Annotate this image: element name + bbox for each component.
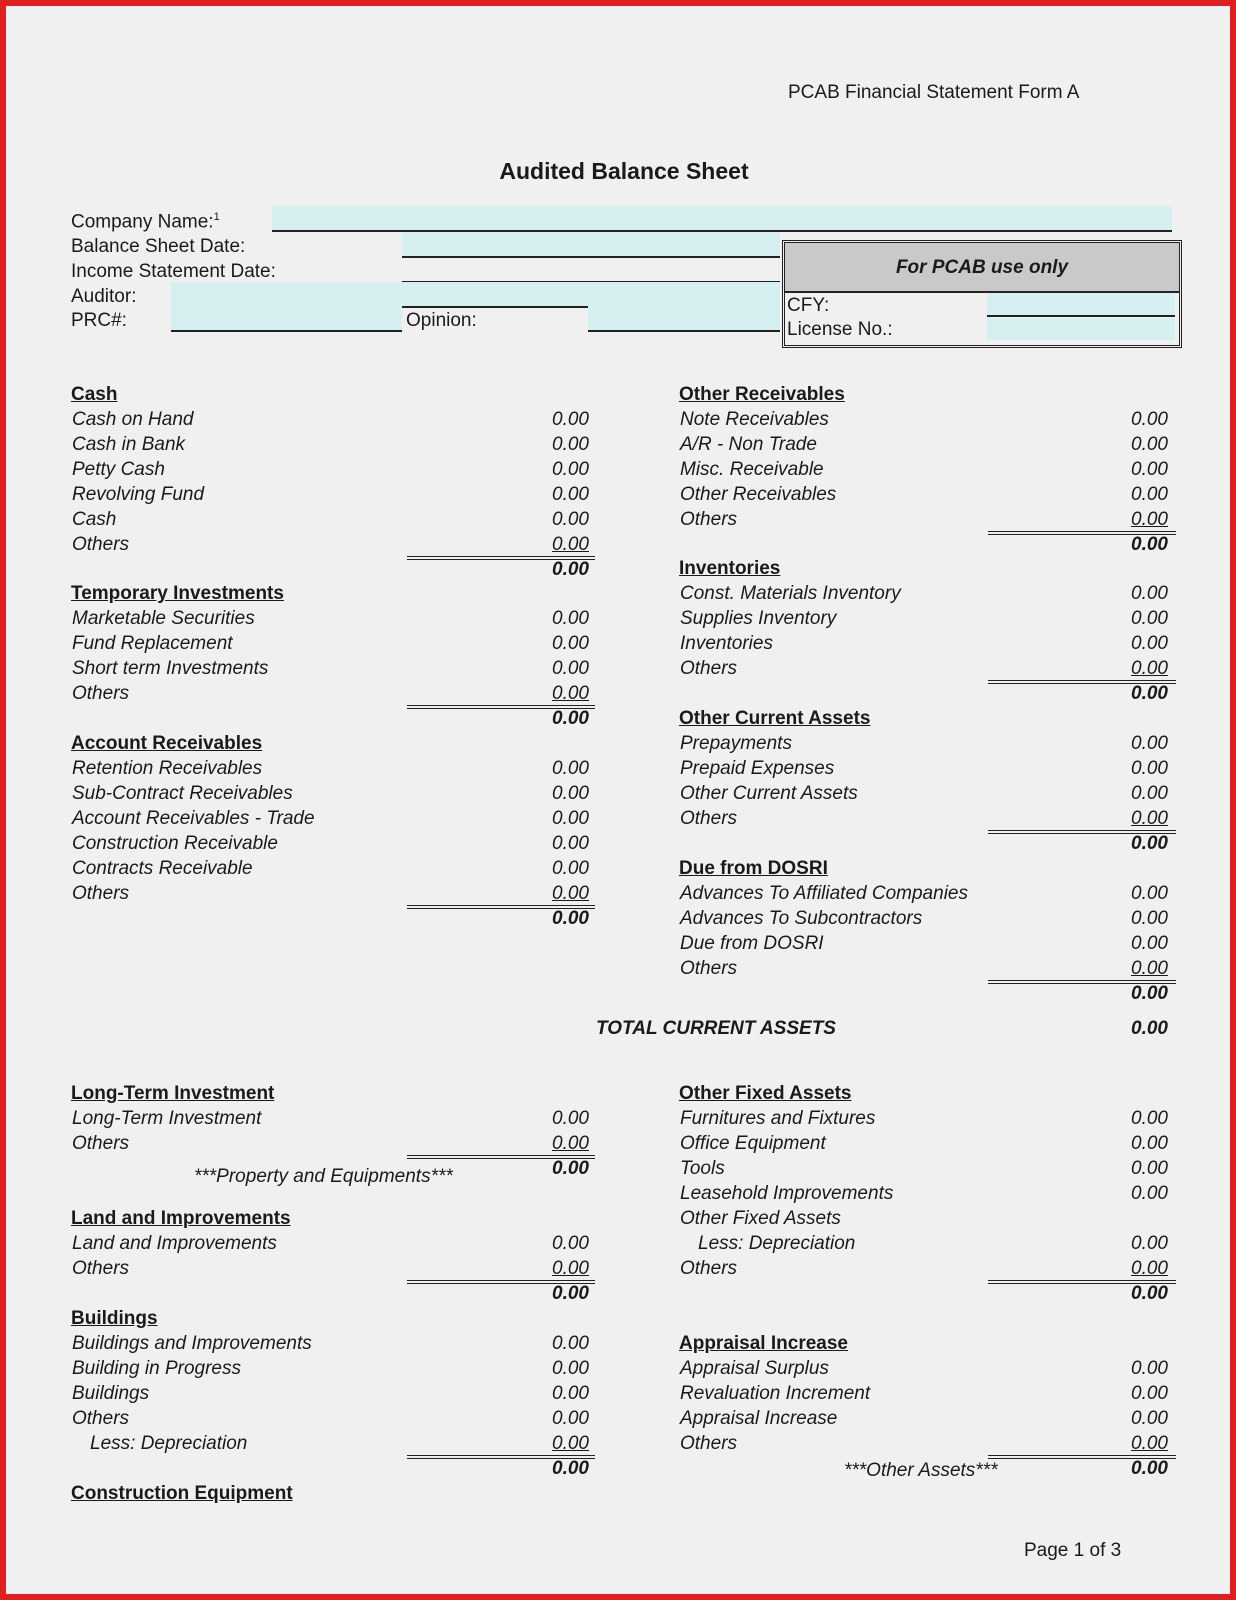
line-item-value[interactable]: 0.00 xyxy=(552,1233,589,1254)
left-section-title: Temporary Investments xyxy=(71,583,284,604)
line-item-label: Revaluation Increment xyxy=(680,1383,871,1404)
line-item-label: Others xyxy=(680,1258,738,1279)
line-item-label: Others xyxy=(72,683,130,704)
line-item-label: Long-Term Investment xyxy=(72,1108,262,1129)
line-item-value[interactable]: 0.00 xyxy=(1131,608,1168,629)
right-section-title: Other Receivables xyxy=(679,384,845,405)
line-item-label: Others xyxy=(72,1258,130,1279)
form-title: PCAB Financial Statement Form A xyxy=(788,82,1080,103)
right-section-title: Other Current Assets xyxy=(679,708,871,729)
line-item-value[interactable]: 0.00 xyxy=(552,633,589,654)
section-subtotal: 0.00 xyxy=(1131,1458,1168,1479)
line-item-label: Construction Receivable xyxy=(72,833,278,854)
income-statement-date-label: Income Statement Date: xyxy=(71,261,276,282)
line-item-label: Retention Receivables xyxy=(72,758,263,779)
section-subtotal: 0.00 xyxy=(552,708,589,729)
pcab-box-title: For PCAB use only xyxy=(785,243,1179,293)
line-item-value[interactable]: 0.00 xyxy=(1131,409,1168,430)
line-item-label: Revolving Fund xyxy=(72,484,205,505)
section-subtotal: 0.00 xyxy=(552,1158,589,1179)
line-item-label: Fund Replacement xyxy=(72,633,233,654)
line-item-label: Other Current Assets xyxy=(680,783,858,804)
line-item-value[interactable]: 0.00 xyxy=(1131,1408,1168,1429)
line-item-label: Others xyxy=(680,958,738,979)
line-item-value[interactable]: 0.00 xyxy=(552,534,589,555)
line-item-value[interactable]: 0.00 xyxy=(1131,1433,1168,1454)
line-item-label: Misc. Receivable xyxy=(680,459,824,480)
line-item-label: Others xyxy=(72,883,130,904)
line-item-label: Cash on Hand xyxy=(72,409,194,430)
pcab-use-box xyxy=(782,240,1182,348)
document-title: Audited Balance Sheet xyxy=(499,158,749,184)
line-item-label: Petty Cash xyxy=(72,459,165,480)
left-section-title: Construction Equipment xyxy=(71,1483,293,1504)
line-item-label: Building in Progress xyxy=(72,1358,241,1379)
line-item-value[interactable]: 0.00 xyxy=(1131,1358,1168,1379)
cfy-label: CFY: xyxy=(787,295,830,316)
section-subtotal: 0.00 xyxy=(1131,534,1168,555)
left-section-title: Cash xyxy=(71,384,118,405)
section-subtotal: 0.00 xyxy=(1131,1283,1168,1304)
line-item-value[interactable]: 0.00 xyxy=(552,1408,589,1429)
line-item-label: Others xyxy=(680,509,738,530)
line-item-label: Sub-Contract Receivables xyxy=(72,783,293,804)
other-assets-note: ***Other Assets*** xyxy=(844,1460,998,1481)
income-statement-date-field[interactable] xyxy=(402,257,780,283)
line-item-value[interactable]: 0.00 xyxy=(552,1258,589,1279)
line-item-value[interactable]: 0.00 xyxy=(552,858,589,879)
line-item-value[interactable]: 0.00 xyxy=(1131,1383,1168,1404)
line-item-value[interactable]: 0.00 xyxy=(552,1433,589,1454)
line-item-label: Appraisal Increase xyxy=(680,1408,838,1429)
line-item-value[interactable]: 0.00 xyxy=(552,833,589,854)
line-item-label: Others xyxy=(680,808,738,829)
line-item-value[interactable]: 0.00 xyxy=(552,459,589,480)
line-item-label: Cash in Bank xyxy=(72,434,186,455)
line-item-value[interactable]: 0.00 xyxy=(552,608,589,629)
right-section-title: Inventories xyxy=(679,558,781,579)
line-item-value[interactable]: 0.00 xyxy=(552,783,589,804)
line-item-label: Note Receivables xyxy=(680,409,829,430)
line-item-value[interactable]: 0.00 xyxy=(1131,808,1168,829)
line-item-value[interactable]: 0.00 xyxy=(1131,484,1168,505)
line-item-value[interactable]: 0.00 xyxy=(552,1358,589,1379)
line-item-label: Others xyxy=(680,658,738,679)
line-item-label: Buildings and Improvements xyxy=(72,1333,312,1354)
line-item-value[interactable]: 0.00 xyxy=(1131,883,1168,904)
line-item-value[interactable]: 0.00 xyxy=(1131,908,1168,929)
company-name-label: Company Name:$^1$ xyxy=(71,211,220,233)
line-item-value[interactable]: 0.00 xyxy=(552,409,589,430)
section-subtotal: 0.00 xyxy=(552,1283,589,1304)
line-item-value[interactable]: 0.00 xyxy=(1131,758,1168,779)
line-item-value[interactable]: 0.00 xyxy=(1131,1108,1168,1129)
line-item-value[interactable]: 0.00 xyxy=(1131,658,1168,679)
line-item-label: Furnitures and Fixtures xyxy=(680,1108,876,1129)
line-item-label: Buildings xyxy=(72,1383,150,1404)
line-item-label: Const. Materials Inventory xyxy=(680,583,901,604)
line-item-value[interactable]: 0.00 xyxy=(552,1133,589,1154)
left-section-title: Land and Improvements xyxy=(71,1208,291,1229)
line-item-label: Short term Investments xyxy=(72,658,269,679)
opinion-field[interactable] xyxy=(588,306,780,332)
line-item-label: Prepayments xyxy=(680,733,792,754)
opinion-label: Opinion: xyxy=(406,310,477,331)
line-item-label: Less: Depreciation xyxy=(698,1233,856,1254)
auditor-field[interactable] xyxy=(171,282,780,308)
line-item-value[interactable]: 0.00 xyxy=(1131,958,1168,979)
section-subtotal: 0.00 xyxy=(552,1458,589,1479)
line-item-value[interactable]: 0.00 xyxy=(552,1383,589,1404)
line-item-label: Other Fixed Assets xyxy=(680,1208,841,1229)
line-item-value[interactable]: 0.00 xyxy=(552,808,589,829)
section-subtotal: 0.00 xyxy=(552,559,589,580)
prc-field[interactable] xyxy=(171,306,402,332)
line-item-value[interactable]: 0.00 xyxy=(552,434,589,455)
line-item-value[interactable]: 0.00 xyxy=(1131,583,1168,604)
line-item-label: Advances To Subcontractors xyxy=(680,908,923,929)
line-item-label: Advances To Affiliated Companies xyxy=(680,883,968,904)
line-item-value[interactable]: 0.00 xyxy=(1131,1183,1168,1204)
section-subtotal: 0.00 xyxy=(1131,983,1168,1004)
line-item-label: Leasehold Improvements xyxy=(680,1183,894,1204)
line-item-label: Other Receivables xyxy=(680,484,837,505)
line-item-value[interactable]: 0.00 xyxy=(1131,1133,1168,1154)
line-item-value[interactable]: 0.00 xyxy=(1131,459,1168,480)
balance-sheet-date-field[interactable] xyxy=(402,232,780,258)
line-item-value[interactable]: 0.00 xyxy=(552,1333,589,1354)
line-item-value[interactable]: 0.00 xyxy=(1131,1158,1168,1179)
right-section-title: Other Fixed Assets xyxy=(679,1083,852,1104)
auditor-label: Auditor: xyxy=(71,286,137,307)
line-item-label: Land and Improvements xyxy=(72,1233,277,1254)
cfy-field[interactable] xyxy=(987,293,1175,317)
line-item-value[interactable]: 0.00 xyxy=(1131,783,1168,804)
right-section-title: Due from DOSRI xyxy=(679,858,828,879)
line-item-label: A/R - Non Trade xyxy=(680,434,817,455)
license-label: License No.: xyxy=(787,319,893,340)
line-item-label: Others xyxy=(72,1133,130,1154)
section-subtotal: 0.00 xyxy=(552,908,589,929)
line-item-value[interactable]: 0.00 xyxy=(1131,633,1168,654)
left-section-title: Long-Term Investment xyxy=(71,1083,275,1104)
section-subtotal: 0.00 xyxy=(1131,683,1168,704)
line-item-value[interactable]: 0.00 xyxy=(552,658,589,679)
line-item-value[interactable]: 0.00 xyxy=(552,683,589,704)
line-item-value[interactable]: 0.00 xyxy=(1131,1258,1168,1279)
page-number: Page 1 of 3 xyxy=(1024,1540,1122,1561)
left-section-title: Buildings xyxy=(71,1308,158,1329)
line-item-label: Account Receivables - Trade xyxy=(72,808,315,829)
line-item-label: Prepaid Expenses xyxy=(680,758,835,779)
line-item-value[interactable]: 0.00 xyxy=(552,509,589,530)
line-item-label: Marketable Securities xyxy=(72,608,255,629)
line-item-label: Cash xyxy=(72,509,117,530)
line-item-value[interactable]: 0.00 xyxy=(552,883,589,904)
right-section-title: Appraisal Increase xyxy=(679,1333,848,1354)
line-item-label: Appraisal Surplus xyxy=(680,1358,829,1379)
line-item-label: Others xyxy=(72,534,130,555)
line-item-label: Less: Depreciation xyxy=(90,1433,248,1454)
line-item-label: Supplies Inventory xyxy=(680,608,837,629)
line-item-value[interactable]: 0.00 xyxy=(1131,509,1168,530)
line-item-value[interactable]: 0.00 xyxy=(1131,933,1168,954)
line-item-value[interactable]: 0.00 xyxy=(552,484,589,505)
line-item-value[interactable]: 0.00 xyxy=(552,1108,589,1129)
total-current-assets-label: TOTAL CURRENT ASSETS xyxy=(596,1018,836,1039)
line-item-value[interactable]: 0.00 xyxy=(1131,733,1168,754)
line-item-label: Others xyxy=(680,1433,738,1454)
line-item-label: Contracts Receivable xyxy=(72,858,253,879)
line-item-value[interactable]: 0.00 xyxy=(552,758,589,779)
line-item-label: Inventories xyxy=(680,633,773,654)
line-item-label: Tools xyxy=(680,1158,725,1179)
property-equipment-note: ***Property and Equipments*** xyxy=(194,1166,453,1187)
license-field[interactable] xyxy=(987,318,1175,340)
line-item-value[interactable]: 0.00 xyxy=(1131,1233,1168,1254)
company-name-field[interactable] xyxy=(272,206,1172,232)
balance-sheet-date-label: Balance Sheet Date: xyxy=(71,236,246,257)
line-item-label: Others xyxy=(72,1408,130,1429)
prc-label: PRC#: xyxy=(71,310,127,331)
total-current-assets-value: 0.00 xyxy=(1131,1018,1168,1039)
section-subtotal: 0.00 xyxy=(1131,833,1168,854)
line-item-label: Due from DOSRI xyxy=(680,933,824,954)
line-item-label: Office Equipment xyxy=(680,1133,826,1154)
line-item-value[interactable]: 0.00 xyxy=(1131,434,1168,455)
left-section-title: Account Receivables xyxy=(71,733,263,754)
